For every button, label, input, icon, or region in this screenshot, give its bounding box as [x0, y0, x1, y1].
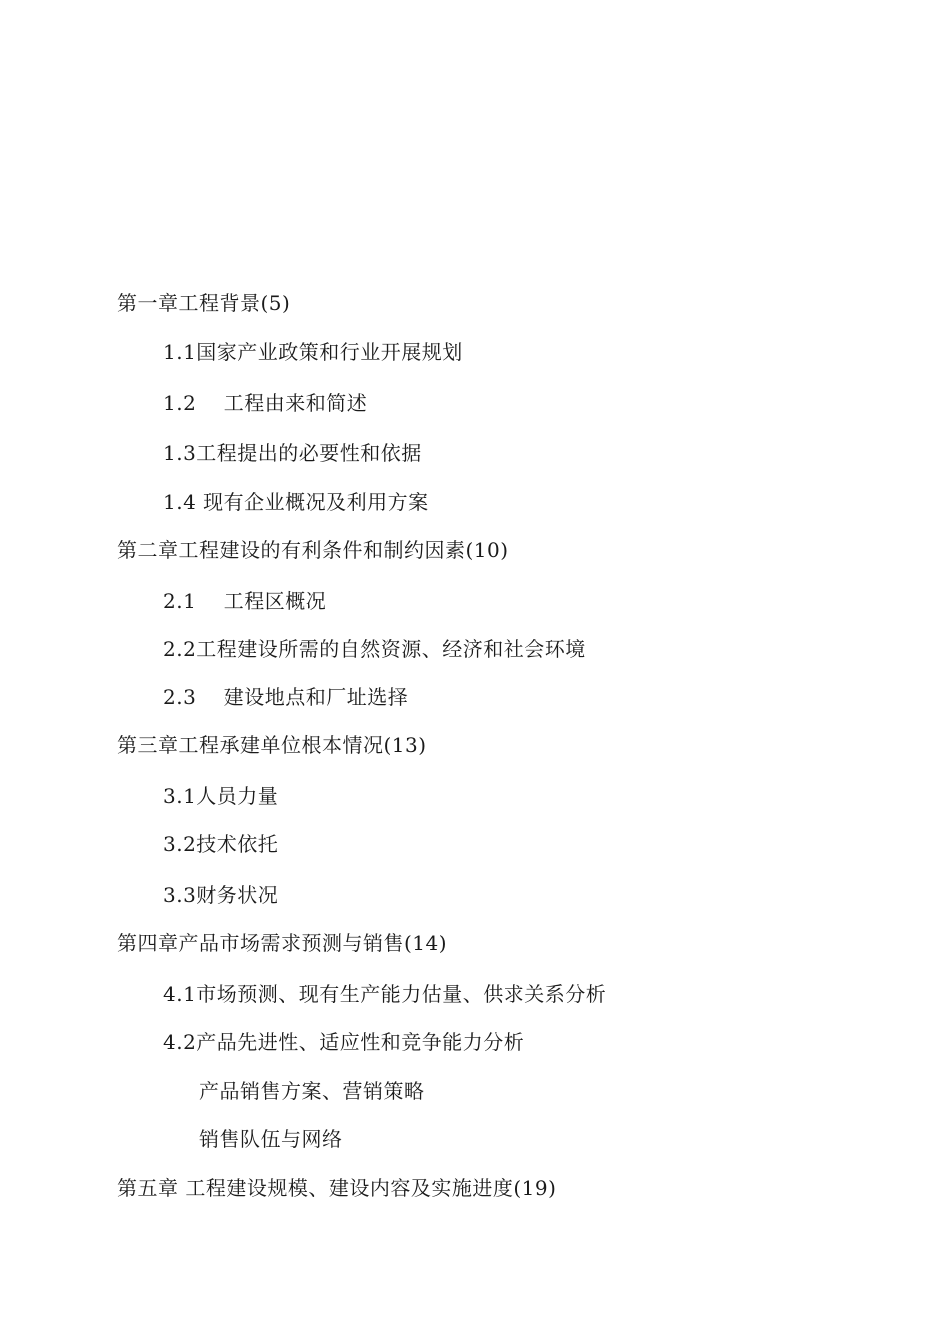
toc-chapter-1: 第一章工程背景(5) — [117, 291, 291, 315]
toc-section-4-3: 产品销售方案、营销策略 — [199, 1079, 425, 1103]
toc-chapter-3: 第三章工程承建单位根本情况(13) — [117, 733, 427, 757]
toc-section-4-1: 4.1市场预测、现有生产能力估量、供求关系分析 — [163, 982, 607, 1006]
toc-section-2-2: 2.2工程建设所需的自然资源、经济和社会环境 — [163, 637, 586, 661]
toc-section-1-4: 1.4 现有企业概况及利用方案 — [163, 490, 429, 514]
toc-chapter-4: 第四章产品市场需求预测与销售(14) — [117, 931, 448, 955]
toc-section-2-3: 2.3 建设地点和厂址选择 — [163, 685, 409, 709]
toc-section-3-1: 3.1人员力量 — [163, 784, 279, 808]
toc-section-4-4: 销售队伍与网络 — [199, 1127, 343, 1151]
toc-section-2-1: 2.1 工程区概况 — [163, 589, 327, 613]
toc-section-3-3: 3.3财务状况 — [163, 883, 279, 907]
toc-chapter-2: 第二章工程建设的有利条件和制约因素(10) — [117, 538, 509, 562]
toc-section-3-2: 3.2技术依托 — [163, 832, 279, 856]
toc-section-4-2: 4.2产品先进性、适应性和竞争能力分析 — [163, 1030, 525, 1054]
toc-section-1-2: 1.2 工程由来和简述 — [163, 391, 368, 415]
toc-section-1-3: 1.3工程提出的必要性和依据 — [163, 441, 422, 465]
toc-chapter-5: 第五章 工程建设规模、建设内容及实施进度(19) — [117, 1176, 557, 1200]
toc-section-1-1: 1.1国家产业政策和行业开展规划 — [163, 340, 463, 364]
